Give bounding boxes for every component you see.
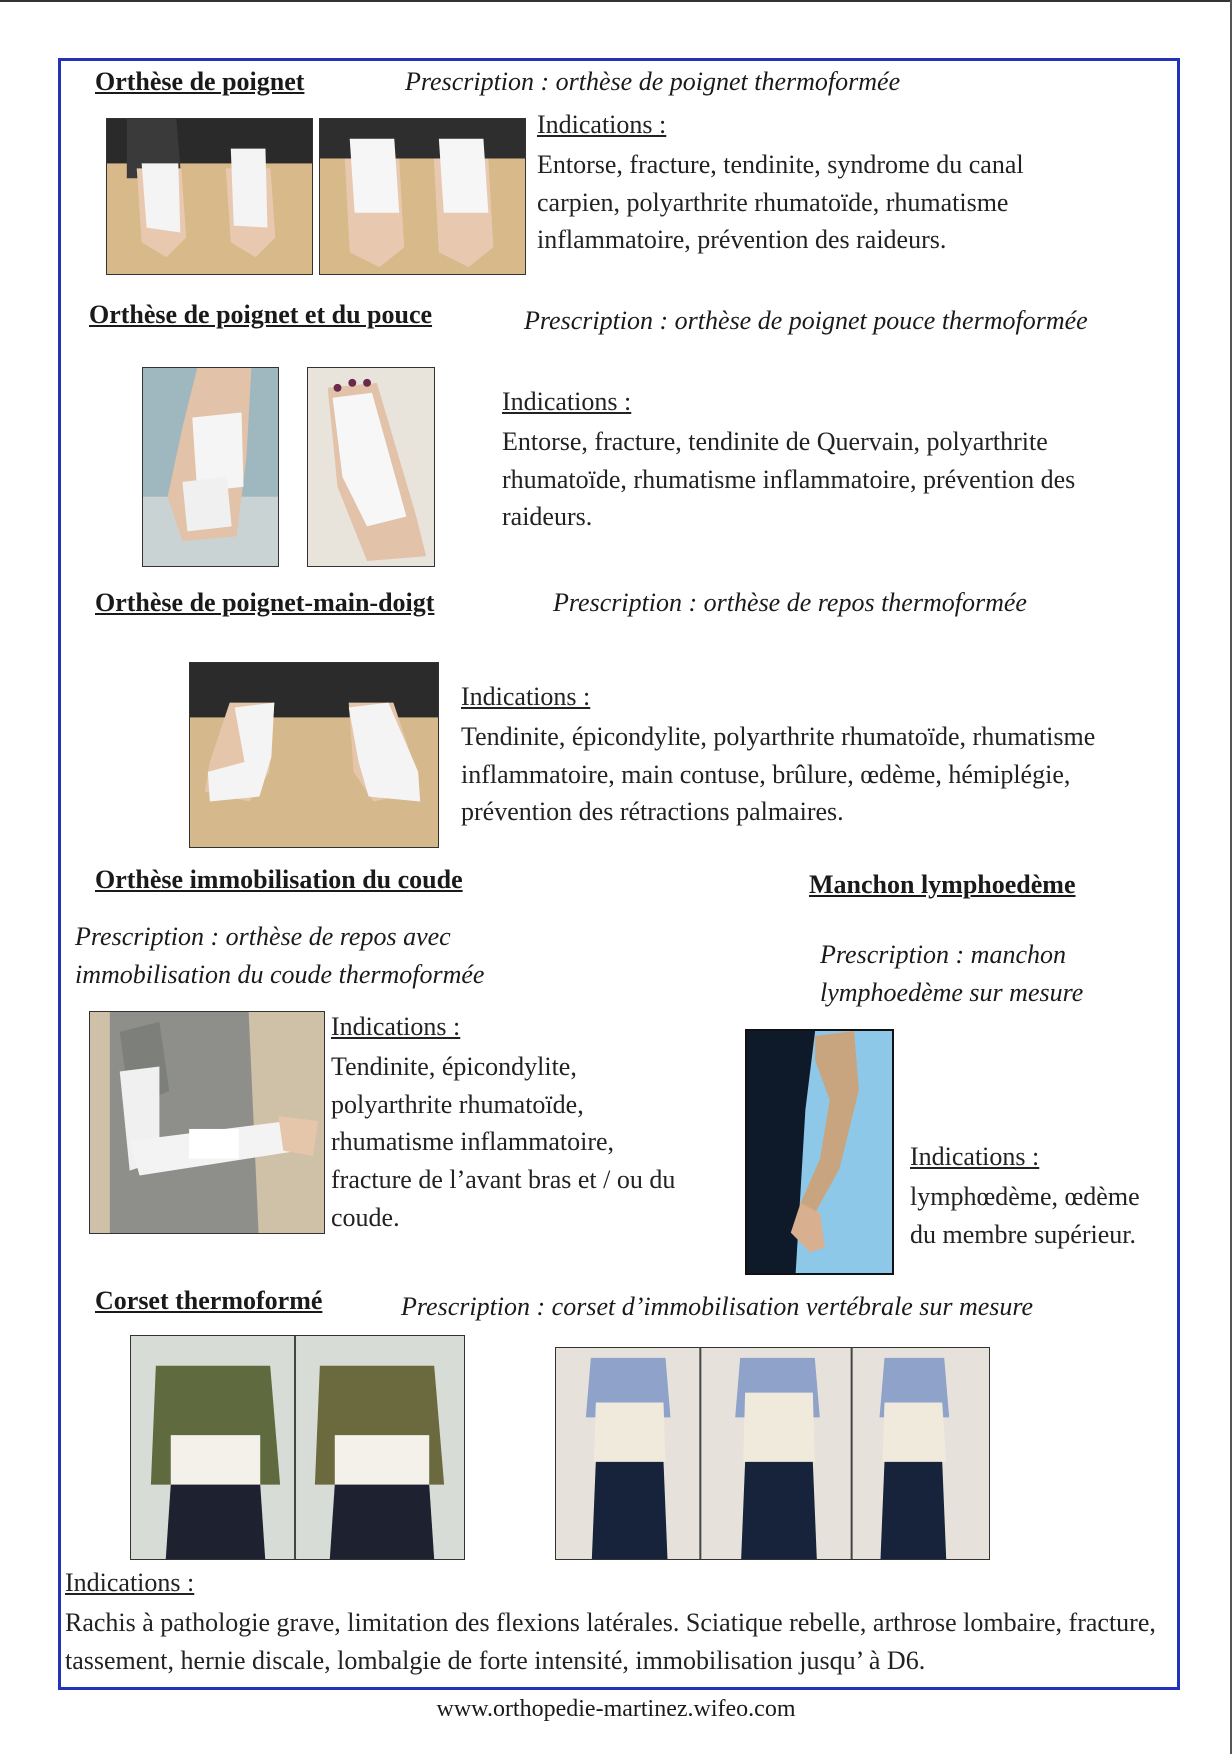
thumb-title: Orthèse de poignet et du pouce	[89, 300, 433, 329]
corset-photo-men	[130, 1335, 465, 1560]
wrist-title: Orthèse de poignet	[95, 67, 305, 96]
wrist-indications-text: Entorse, fracture, tendinite, syndrome du canal carpien, polyarthrite rhumatoïde, rhumatisme inflammatoire, prévention des raideurs.	[537, 150, 1024, 255]
hand-orthosis-photo	[189, 662, 439, 848]
hand-indications-text: Tendinite, épicondylite, polyarthrite rhumatoïde, rhumatisme inflammatoire, main contuse, brûlure, œdème, hémiplégie, prévention des rétractions palmaires.	[461, 722, 1096, 827]
corset-photo-woman	[555, 1347, 990, 1560]
wrist-orthosis-photo-2	[319, 118, 526, 275]
corset-indications-label: Indications :	[65, 1568, 195, 1597]
sleeve-prescription: Prescription : manchon lymphoedème sur mesure	[820, 940, 1084, 1007]
thumb-indications-label: Indications :	[502, 387, 632, 416]
thumb-orthosis-photo-1	[142, 367, 279, 567]
sleeve-indications-label: Indications :	[910, 1142, 1040, 1171]
hand-indications-label: Indications :	[461, 682, 591, 711]
corset-prescription: Prescription : corset d’immobilisation vertébrale sur mesure	[401, 1292, 1034, 1321]
elbow-prescription: Prescription : orthèse de repos avec immobilisation du coude thermoformée	[75, 922, 485, 989]
sleeve-photo	[745, 1029, 894, 1275]
elbow-title: Orthèse immobilisation du coude	[95, 865, 463, 894]
corset-title: Corset thermoformé	[95, 1286, 323, 1315]
elbow-orthosis-photo	[89, 1011, 325, 1234]
hand-prescription: Prescription : orthèse de repos thermoformée	[553, 588, 1027, 617]
elbow-indications-text: Tendinite, épicondylite, polyarthrite rhumatoïde, rhumatisme inflammatoire, fracture de l’avant bras et / ou du coude.	[331, 1052, 676, 1232]
thumb-prescription: Prescription : orthèse de poignet pouce thermoformée	[524, 306, 1088, 335]
elbow-indications-label: Indications :	[331, 1012, 461, 1041]
corset-indications-text: Rachis à pathologie grave, limitation des flexions latérales. Sciatique rebelle, arthrose lombaire, fracture, tassement, hernie discale, lombalgie de forte intensité, immobilisation jusqu’ à D6.	[65, 1608, 1156, 1675]
sleeve-title: Manchon lymphoedème	[809, 870, 1076, 899]
page-top-rule	[0, 0, 1232, 2]
thumb-orthosis-photo-2	[307, 367, 435, 567]
wrist-indications-label: Indications :	[537, 110, 667, 139]
wrist-prescription: Prescription : orthèse de poignet thermoformée	[405, 67, 901, 96]
hand-title: Orthèse de poignet-main-doigt	[95, 588, 435, 617]
wrist-orthosis-photo-1	[106, 118, 313, 275]
thumb-indications-text: Entorse, fracture, tendinite de Quervain, polyarthrite rhumatoïde, rhumatisme inflammatoire, prévention des raideurs.	[502, 427, 1076, 532]
footer-url: www.orthopedie-martinez.wifeo.com	[436, 1696, 796, 1722]
sleeve-indications-text: lymphœdème, œdème du membre supérieur.	[910, 1182, 1140, 1249]
